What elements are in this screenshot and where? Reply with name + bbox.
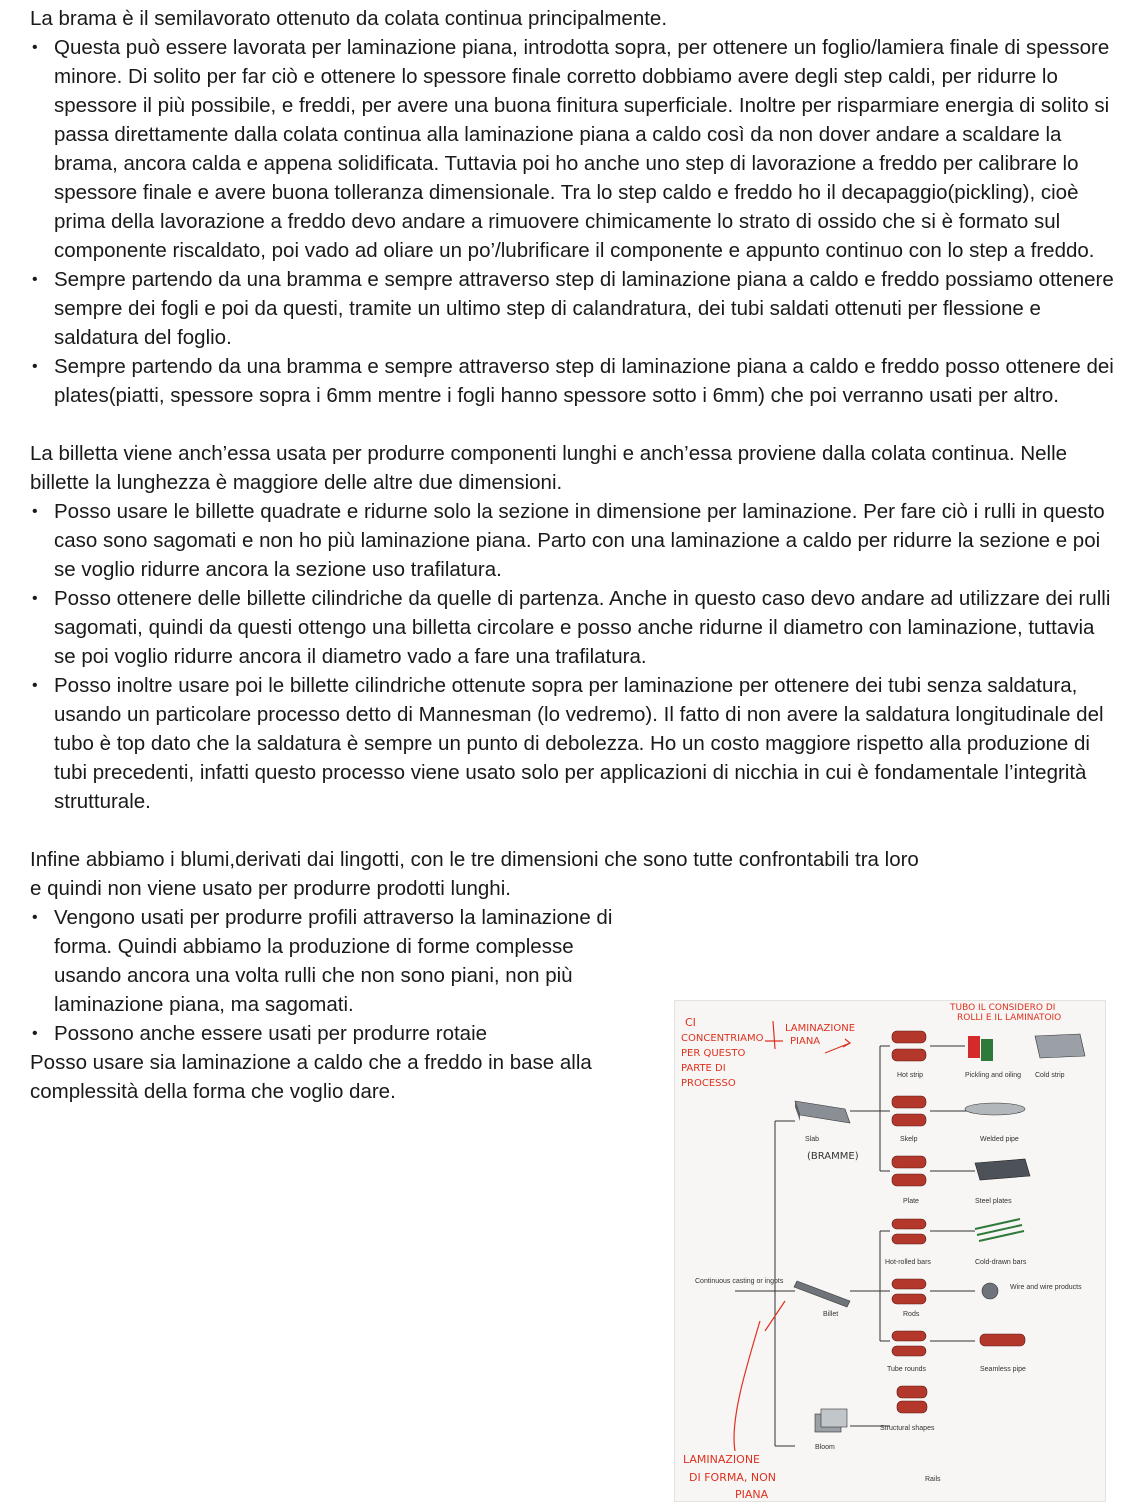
list-item: • Possono anche essere usati per produrre rotaie — [30, 1019, 630, 1048]
note-lam-forma-3: PIANA — [735, 1488, 769, 1501]
label-pickling: Pickling and oiling — [965, 1072, 1022, 1079]
rolling-process-diagram — [674, 1000, 1106, 1502]
blumi-bullet-list — [30, 903, 630, 1048]
brama-intro: La brama è il semilavorato ottenuto da colata continua principalmente. — [30, 7, 668, 30]
label-hot-strip: Hot strip — [897, 1072, 924, 1079]
blumi-intro-line2: e quindi non viene usato per produrre prodotti lunghi. — [30, 877, 511, 900]
label-source: Continuous casting or ingots — [695, 1278, 784, 1285]
note-ci-4: PARTE DI — [681, 1063, 726, 1074]
label-tube-rounds: Tube rounds — [887, 1366, 927, 1373]
note-ci-5: PROCESSO — [681, 1078, 736, 1089]
product-graphics — [965, 1034, 1085, 1346]
list-item: • Questa può essere lavorata per laminazione piana, introdotta sopra, per ottenere un foglio/lamiera finale di spessore minore. Di solito per far ciò e ottenere lo spessore finale corretto dobbiamo avere degli step caldi, per ridurre lo spessore il più possibile, e freddi, per avere una buona finitura superficiale. Inoltre per risparmiare energia di solito si passa direttamente dalla colata continua alla laminazione piana a caldo così da non dover andare a scaldare la brama, ancora calda e appena solidificata. Tuttavia poi ho anche uno step di lavorazione a freddo per calibrare lo spessore finale e avere buona tolleranza dimensionale. Tra lo step caldo e freddo ho il decapaggio(pickling), cioè prima della lavorazione a freddo devo andare a rimuovere chimicamente lo strato di ossido che si è formato sul componente riscaldato, poi vado ad oliare un po’/lubrificare il componente e appunto continuo con lo step a freddo. — [30, 33, 1120, 265]
rolling-stands — [892, 1031, 927, 1413]
label-slab: Slab — [805, 1136, 820, 1143]
label-rods: Rods — [903, 1311, 920, 1318]
list-item: • Sempre partendo da una bramma e sempre attraverso step di laminazione piana a caldo e freddo possiamo ottenere sempre dei fogli e poi da questi, tramite un ultimo step di calandratura, dei tubi saldati ottenuti per flessione e saldatura del foglio. — [30, 265, 1120, 352]
flow-lines — [735, 1046, 975, 1446]
label-hot-bars: Hot-rolled bars — [885, 1259, 931, 1266]
list-item: • Posso ottenere delle billette cilindriche da quelle di partenza. Anche in questo caso devo andare ad utilizzare dei rulli sagomati, quindi da questi ottengo una billetta circolare e posso anche ridurne il diametro con laminazione, tuttavia se poi voglio ridurre ancora il diametro vado a fare una trafilatura. — [30, 584, 1120, 671]
billetta-intro: La billetta viene anch’essa usata per produrre componenti lunghi e anch’essa proviene dalla colata continua. Nelle billette la lunghezza è maggiore delle altre due dimensioni. — [30, 442, 1068, 494]
bloom-graphic — [815, 1409, 847, 1432]
brama-bullet-list — [30, 33, 1120, 410]
list-item: • Sempre partendo da una bramma e sempre attraverso step di laminazione piana a caldo e freddo posso ottenere dei plates(piatti, spessore sopra i 6mm mentre i fogli hanno spessore sotto i 6mm) che poi verranno usati per altro. — [30, 352, 1120, 410]
label-steel-plates: Steel plates — [975, 1198, 1012, 1205]
label-cold-strip: Cold strip — [1035, 1072, 1065, 1079]
list-item: • Posso inoltre usare poi le billette cilindriche ottenute sopra per laminazione per ottenere dei tubi senza saldatura, usando un particolare processo detto di Mannesman (lo vedremo). Il fatto di non avere la saldatura longitudinale del tubo è top dato che la saldatura è sempre un punto di debolezza. Ho un costo maggiore rispetto alla produzione di tubi precedenti, infatti questo processo viene usato solo per applicazioni di nicchia in cui è fondamentale l’integrità strutturale. — [30, 671, 1120, 816]
process-flow-svg — [675, 1001, 1105, 1501]
note-bramme: (BRAMME) — [807, 1151, 859, 1162]
note-lam-piana-1: LAMINAZIONE — [785, 1023, 856, 1034]
handwritten-strokes — [734, 1021, 850, 1451]
blumi-intro-line1: Infine abbiamo i blumi,derivati dai lingotti, con le tre dimensioni che sono tutte confrontabili tra loro — [30, 848, 919, 871]
label-billet: Billet — [823, 1311, 839, 1318]
note-lam-piana-2: PIANA — [790, 1036, 821, 1047]
note-tubo-1: TUBO IL CONSIDERO DI — [950, 1003, 1056, 1013]
label-cold-bars: Cold-drawn bars — [975, 1259, 1027, 1266]
label-seamless: Seamless pipe — [980, 1366, 1026, 1373]
diagram-labels — [695, 1072, 1082, 1483]
slab-graphic — [795, 1101, 850, 1123]
note-lam-forma-1: LAMINAZIONE — [683, 1453, 761, 1466]
blumi-closing: Posso usare sia laminazione a caldo che a freddo in base alla complessità della forma che voglio dare. — [30, 1051, 592, 1103]
label-skelp: Skelp — [900, 1136, 918, 1143]
label-rails: Rails — [925, 1476, 941, 1483]
note-ci-3: PER QUESTO — [681, 1048, 746, 1059]
billetta-bullet-list — [30, 497, 1120, 816]
note-ci-1: CI — [685, 1016, 696, 1029]
list-item: • Vengono usati per produrre profili attraverso la laminazione di forma. Quindi abbiamo la produzione di forme complesse usando ancora una volta rulli che non sono piani, non più laminazione piana, ma sagomati. — [30, 903, 630, 1019]
note-lam-forma-2: DI FORMA, NON — [689, 1471, 776, 1484]
note-tubo-2: ROLLI E IL LAMINATOIO — [957, 1013, 1062, 1023]
label-bloom: Bloom — [815, 1444, 835, 1451]
label-wire: Wire and wire products — [1010, 1284, 1082, 1291]
notes-page — [30, 4, 1120, 1106]
list-item: • Posso usare le billette quadrate e ridurne solo la sezione in dimensione per laminazione. Per fare ciò i rulli in questo caso sono sagomati e non ho più laminazione piana. Parto con una laminazione a caldo per ridurre la sezione e poi se voglio ridurre ancora la sezione uso trafilatura. — [30, 497, 1120, 584]
label-plate: Plate — [903, 1198, 919, 1205]
billet-graphic — [794, 1281, 850, 1307]
label-structural: Structural shapes — [880, 1425, 935, 1432]
label-welded-pipe: Welded pipe — [980, 1136, 1019, 1143]
note-ci-2: CONCENTRIAMO — [681, 1033, 764, 1044]
